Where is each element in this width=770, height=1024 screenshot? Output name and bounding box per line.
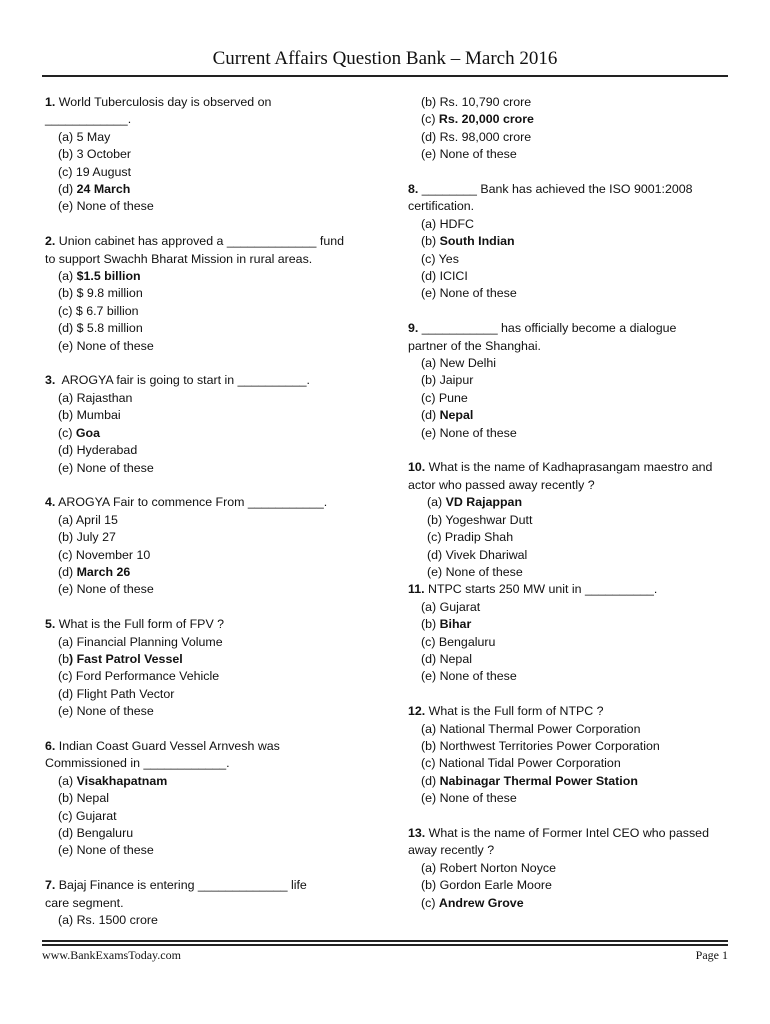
- question-12: [408, 703, 733, 807]
- option-label: (c): [58, 808, 76, 823]
- option-value: $ 5.8 million: [76, 321, 143, 336]
- option-a: [45, 390, 375, 407]
- option-b: [408, 233, 733, 250]
- option-label: (e): [421, 147, 440, 162]
- option-c: [45, 425, 375, 442]
- option-label: (b: [58, 651, 70, 666]
- option-value: National Tidal Power Corporation: [438, 756, 621, 771]
- option-label: (a): [58, 913, 77, 927]
- question-text: ___________ has officially become a dialogue partner of the Shanghai.: [408, 321, 677, 353]
- option-d: [45, 181, 375, 198]
- option-value: Gordon Earle Moore: [439, 878, 552, 893]
- option-value: $ 6.7 billion: [75, 303, 139, 318]
- option-label: (b): [421, 234, 440, 249]
- question-number: 4.: [45, 495, 56, 510]
- option-label: (a): [58, 512, 76, 527]
- question-text: What is the name of Kadhaprasangam maestro and actor who passed away recently ?: [408, 460, 713, 492]
- option-value: None of these: [439, 425, 517, 440]
- option-label: (c): [427, 530, 445, 545]
- footer-divider: [42, 940, 728, 942]
- question-3: [45, 372, 375, 476]
- question-number: 12.: [408, 704, 426, 719]
- option-label: (e): [421, 425, 440, 440]
- option-value: Mumbai: [76, 408, 121, 423]
- option-label: (a): [421, 721, 440, 736]
- option-value: Gujarat: [439, 599, 481, 614]
- option-c: [408, 755, 733, 772]
- question-number: 11.: [408, 582, 425, 597]
- option-label: (a): [58, 634, 77, 649]
- option-value: None of these: [439, 286, 517, 301]
- correct-answer: Visakhapatnam: [76, 773, 168, 788]
- option-e: [408, 790, 733, 807]
- option-a: [45, 912, 375, 929]
- option-value: Rs. 10,790 crore: [439, 95, 532, 109]
- option-value: November 10: [75, 547, 151, 562]
- option-value: None of these: [76, 199, 154, 214]
- option-c: [45, 668, 375, 685]
- option-value: None of these: [76, 843, 154, 858]
- option-d: [408, 651, 733, 668]
- option-value: None of these: [76, 582, 154, 597]
- option-d: [408, 773, 733, 790]
- correct-answer: $1.5 billion: [76, 269, 141, 284]
- option-c: [408, 529, 733, 546]
- option-label: (c): [421, 251, 439, 266]
- question-text: What is the name of Former Intel CEO who passed away recently ?: [408, 825, 709, 858]
- question-5: [45, 616, 375, 720]
- option-value: $ 9.8 million: [76, 286, 143, 301]
- option-value: Rajasthan: [76, 390, 133, 405]
- page-title: Current Affairs Question Bank – March 2016: [212, 48, 558, 69]
- question-1: [45, 94, 375, 216]
- option-label: (a): [421, 599, 440, 614]
- option-value: Northwest Territories Power Corporation: [439, 738, 660, 753]
- option-a: [408, 355, 733, 372]
- option-value: None of these: [445, 564, 523, 579]
- option-value: HDFC: [439, 216, 475, 231]
- question-text: ________ Bank has achieved the ISO 9001:2008 certification.: [408, 182, 693, 214]
- correct-answer: VD Rajappan: [445, 495, 523, 510]
- correct-answer: South Indian: [439, 234, 515, 249]
- option-d: [45, 825, 375, 842]
- question-11: [408, 581, 733, 685]
- option-d: [408, 129, 733, 146]
- option-a: [45, 129, 375, 146]
- option-a: [45, 512, 375, 529]
- option-c: [408, 634, 733, 651]
- option-value: Bengaluru: [76, 825, 134, 840]
- option-label: (c): [58, 303, 76, 318]
- option-e: [408, 425, 733, 442]
- option-e: [45, 198, 375, 215]
- option-label: (c): [58, 164, 76, 179]
- option-label: (e): [58, 338, 77, 353]
- option-label: (a): [421, 860, 440, 875]
- option-value: Ford Performance Vehicle: [75, 669, 220, 684]
- option-d: [45, 320, 375, 337]
- option-label: (d): [421, 269, 440, 284]
- correct-answer: Nabinagar Thermal Power Station: [439, 773, 638, 788]
- option-label: (c): [421, 390, 439, 405]
- option-e: [45, 842, 375, 859]
- option-value: Vivek Dhariwal: [445, 547, 528, 562]
- option-label: (b): [427, 512, 446, 527]
- option-value: Yes: [438, 251, 459, 266]
- question-number: 10.: [408, 460, 426, 475]
- option-c: [45, 547, 375, 564]
- option-label: (e): [58, 460, 77, 475]
- question-text: Union cabinet has approved a _____________ fund to support Swachh Bharat Mission in rural areas.: [45, 234, 345, 266]
- option-value: April 15: [75, 512, 118, 527]
- option-label: (b): [58, 791, 77, 806]
- option-label: (e): [58, 582, 77, 597]
- option-label: (d): [58, 825, 77, 840]
- option-label: (d): [421, 773, 440, 788]
- option-value: Robert Norton Noyce: [439, 860, 556, 875]
- option-d: [408, 268, 733, 285]
- correct-answer: Andrew Grove: [438, 895, 524, 910]
- option-label: (d): [58, 686, 77, 701]
- option-label: (b): [421, 373, 440, 388]
- option-c: [408, 895, 733, 912]
- option-c: [408, 111, 733, 128]
- option-value: Nepal: [76, 791, 109, 806]
- option-label: (c): [58, 425, 76, 440]
- option-label: (d): [58, 321, 77, 336]
- option-e: [45, 703, 375, 720]
- option-value: None of these: [439, 147, 517, 162]
- left-column: [45, 94, 375, 929]
- option-label: (c): [421, 895, 439, 910]
- option-b: [45, 146, 375, 163]
- correct-answer: Goa: [75, 425, 100, 440]
- option-d: [45, 442, 375, 459]
- option-b: [408, 372, 733, 389]
- option-value: Pradip Shah: [444, 530, 514, 545]
- option-b: [408, 616, 733, 633]
- option-label: (e): [58, 199, 77, 214]
- option-label: (b): [58, 286, 77, 301]
- question-text: World Tuberculosis day is observed on ____________.: [45, 95, 272, 127]
- option-value: None of these: [439, 669, 517, 684]
- right-column: [408, 94, 733, 912]
- option-b: [45, 407, 375, 424]
- question-number: 2.: [45, 234, 56, 249]
- question-text: Indian Coast Guard Vessel Arnvesh was Commissioned in ____________.: [45, 738, 280, 771]
- question-number: 13.: [408, 825, 426, 840]
- option-a: [408, 599, 733, 616]
- option-value: None of these: [76, 704, 154, 719]
- option-value: Hyderabad: [76, 443, 138, 458]
- footer-website: www.BankExamsToday.com: [42, 948, 181, 962]
- option-label: (e): [427, 564, 446, 579]
- option-label: (d): [58, 564, 77, 579]
- question-text: AROGYA Fair to commence From ___________.: [55, 495, 328, 510]
- question-number: 6.: [45, 738, 56, 753]
- option-label: (d): [421, 129, 440, 144]
- option-label: (c): [58, 547, 76, 562]
- question-number: 8.: [408, 182, 419, 197]
- option-a: [408, 494, 733, 511]
- option-d: [45, 686, 375, 703]
- option-a: [45, 773, 375, 790]
- option-d: [408, 547, 733, 564]
- correct-answer: Bihar: [439, 617, 472, 632]
- page-number: Page 1: [695, 948, 728, 962]
- option-d: [45, 564, 375, 581]
- option-value: Financial Planning Volume: [76, 634, 223, 649]
- option-label: (e): [58, 843, 77, 858]
- option-b: [45, 651, 375, 668]
- option-e: [45, 581, 375, 598]
- option-value: Rs. 1500 crore: [76, 913, 158, 927]
- option-value: 19 August: [75, 164, 132, 179]
- question-text: AROGYA fair is going to start in __________.: [55, 373, 310, 388]
- question-8: [408, 181, 733, 303]
- option-c: [408, 390, 733, 407]
- option-e: [408, 668, 733, 685]
- option-value: 3 October: [76, 147, 132, 162]
- question-number: 5.: [45, 617, 56, 632]
- correct-answer: 24 March: [76, 182, 131, 197]
- option-value: Pune: [438, 390, 468, 405]
- question-7: [45, 877, 375, 929]
- question-10: [408, 459, 733, 581]
- option-value: ICICI: [439, 269, 468, 284]
- option-b: [408, 877, 733, 894]
- option-label: (a): [421, 356, 440, 371]
- option-d: [408, 407, 733, 424]
- option-value: Bengaluru: [438, 634, 496, 649]
- option-label: (b): [421, 617, 440, 632]
- option-label: (d): [421, 651, 440, 666]
- option-value: Gujarat: [75, 808, 117, 823]
- option-label: (a): [58, 129, 77, 144]
- correct-answer: Rs. 20,000 crore: [438, 112, 534, 127]
- option-value: New Delhi: [439, 356, 497, 371]
- option-c: [45, 164, 375, 181]
- option-label: (a): [58, 390, 77, 405]
- correct-answer: ) Fast Patrol Vessel: [69, 651, 183, 666]
- question-text: What is the Full form of FPV ?: [55, 617, 225, 632]
- option-e: [408, 564, 733, 581]
- option-label: (e): [421, 286, 440, 301]
- option-label: (a): [421, 216, 440, 231]
- option-label: (b): [421, 738, 440, 753]
- footer-divider: [42, 944, 728, 946]
- option-value: None of these: [76, 338, 154, 353]
- option-label: (d): [58, 443, 77, 458]
- option-label: (b): [58, 408, 77, 423]
- option-label: (e): [421, 669, 440, 684]
- option-b: [45, 529, 375, 546]
- option-b: [408, 94, 733, 111]
- option-label: (c): [421, 756, 439, 771]
- option-b: [45, 285, 375, 302]
- option-b: [408, 738, 733, 755]
- option-label: (d): [427, 547, 446, 562]
- option-label: (b): [421, 95, 440, 109]
- option-label: (b): [421, 878, 440, 893]
- question-number: 1.: [45, 95, 56, 109]
- question-number: 7.: [45, 878, 56, 893]
- option-a: [408, 860, 733, 877]
- question-7-continued: [408, 94, 733, 164]
- option-label: (e): [58, 704, 77, 719]
- option-a: [45, 634, 375, 651]
- option-label: (e): [421, 791, 440, 806]
- option-value: Yogeshwar Dutt: [445, 512, 533, 527]
- option-value: None of these: [76, 460, 154, 475]
- question-text: What is the Full form of NTPC ?: [425, 704, 604, 719]
- option-a: [408, 721, 733, 738]
- option-c: [45, 808, 375, 825]
- option-label: (c): [421, 112, 439, 127]
- option-value: Nepal: [439, 651, 472, 666]
- option-e: [45, 460, 375, 477]
- correct-answer: Nepal: [439, 408, 474, 423]
- option-a: [45, 268, 375, 285]
- correct-answer: March 26: [76, 564, 131, 579]
- question-text: Bajaj Finance is entering _____________ life care segment.: [45, 878, 307, 910]
- option-value: July 27: [76, 530, 116, 545]
- question-number: 3.: [45, 373, 56, 388]
- option-c: [45, 303, 375, 320]
- option-label: (c): [421, 634, 439, 649]
- option-b: [45, 790, 375, 807]
- question-13: [408, 825, 733, 912]
- question-number: 9.: [408, 321, 419, 336]
- question-9: [408, 320, 733, 442]
- option-label: (c): [58, 669, 76, 684]
- question-text: NTPC starts 250 MW unit in __________.: [424, 582, 658, 597]
- question-2: [45, 233, 375, 355]
- option-value: 5 May: [76, 129, 111, 144]
- option-label: (a): [58, 773, 77, 788]
- option-value: National Thermal Power Corporation: [439, 721, 641, 736]
- question-6: [45, 738, 375, 860]
- option-c: [408, 251, 733, 268]
- option-e: [45, 338, 375, 355]
- question-4: [45, 494, 375, 598]
- option-value: None of these: [439, 791, 517, 806]
- option-value: Flight Path Vector: [76, 686, 175, 701]
- option-label: (b): [58, 530, 77, 545]
- option-value: Rs. 98,000 crore: [439, 129, 532, 144]
- option-label: (a): [58, 269, 77, 284]
- option-a: [408, 216, 733, 233]
- option-label: (d): [58, 182, 77, 197]
- option-label: (b): [58, 147, 77, 162]
- option-e: [408, 285, 733, 302]
- option-label: (a): [427, 495, 446, 510]
- option-e: [408, 146, 733, 163]
- option-b: [408, 512, 733, 529]
- option-value: Jaipur: [439, 373, 474, 388]
- option-label: (d): [421, 408, 440, 423]
- title-divider: [42, 75, 728, 77]
